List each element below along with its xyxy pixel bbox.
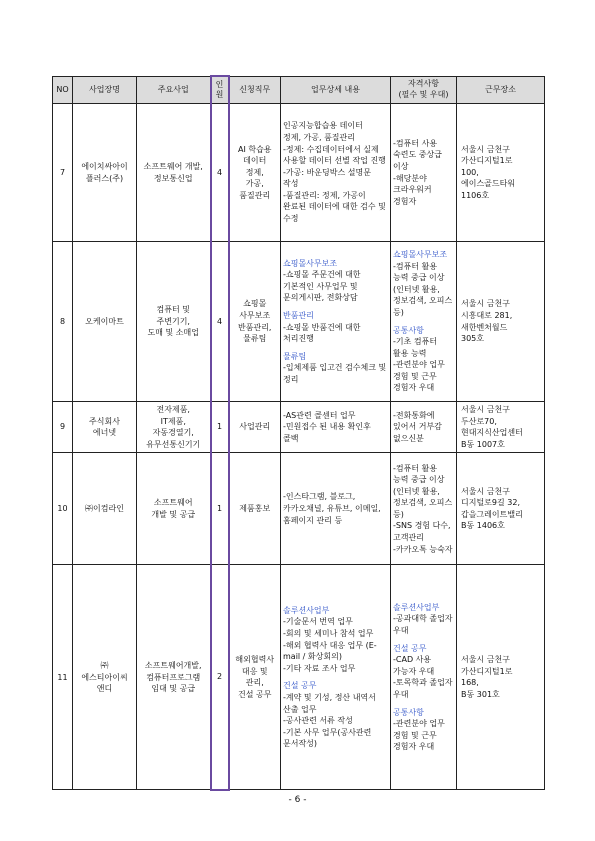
qualification-item: -전화통화에 있어서 거부감 없으신분 <box>393 410 442 443</box>
duty-section-title: 솔루션사업부 <box>283 605 330 615</box>
qualification-section-title: 솔루션사업부 <box>393 602 440 612</box>
row-company: 에이치싸아이 플러스(주) <box>73 104 137 242</box>
table-row <box>53 402 545 453</box>
table-row <box>53 565 545 790</box>
qualification-section-item: -컴퓨터 활용 능력 중급 이상 (인터넷 활용, 정보검색, 오피스 등) <box>393 261 453 317</box>
qualification-item: -해당분야 크라우워커 경험자 <box>393 173 432 206</box>
qualification-section-item: -토목학과 졸업자 우대 <box>393 678 453 699</box>
duty-item: -품질관리: 정제, 가공이 완료된 데이터에 대한 검수 및 수정 <box>283 190 386 224</box>
row-location: 서울시 금천구 시흥대로 281, 새한벤처월드 305호 <box>457 242 545 402</box>
row-duties <box>281 242 391 402</box>
duty-item: -인스타그램, 블로그, 카카오채널, 유튜브, 이메일, 홈페이지 관리 등 <box>283 492 381 525</box>
header-no: NO <box>53 76 73 104</box>
duty-section-title: 반품관리 <box>283 310 314 320</box>
qualification-section-item: -관련분야 업무 경험 및 근무 경험자 우대 <box>393 719 445 752</box>
header-count <box>211 76 229 104</box>
duty-item: -가공: 바운딩박스 설명문 작성 <box>283 167 371 189</box>
page-number: - 6 - <box>288 795 307 805</box>
duty-item: 인공지능합습용 데이터 <box>283 121 363 131</box>
row-no: 7 <box>53 104 73 242</box>
row-business: 컴퓨터 및 주변기기, 도매 및 소매업 <box>137 242 211 402</box>
row-business: 소프트웨어 개발, 정보통신업 <box>137 104 211 242</box>
duty-section-item: -기본 사무 업무(공사관련 문서작성) <box>283 727 372 749</box>
duty-section-title: 쇼핑몰사무보조 <box>283 258 338 268</box>
header-business: 주요사업 <box>137 76 211 104</box>
qualification-section-title: 쇼핑몰사무보조 <box>393 249 448 259</box>
row-location: 서울시 금천구 디지털로9길 32, 갑을그레이트밸리 B동 1406호 <box>457 453 545 565</box>
row-no: 9 <box>53 402 73 453</box>
qualification-section-title: 공통사항 <box>393 707 424 717</box>
header-count-label: 인원 <box>215 79 224 99</box>
duty-section-item: -기술문서 번역 업무 <box>283 617 353 627</box>
qualification-section-item: -기초 컴퓨터 활용 능력 <box>393 337 438 358</box>
header-location: 근무장소 <box>457 76 545 104</box>
duty-section-item: -쇼핑몰 반품건에 대한 처리진행 <box>283 322 361 344</box>
row-no: 8 <box>53 242 73 402</box>
row-job: AI 학습용 데이터 정제, 가공, 품질관리 <box>229 104 281 242</box>
duty-section-item: -쇼핑몰 주문건에 대한 기본적인 사무업무 및 문의게시판, 전화상담 <box>283 270 361 303</box>
row-company: ㈜ 에스티아이씨 앤디 <box>73 565 137 790</box>
row-duties <box>281 402 391 453</box>
row-qualifications <box>391 453 457 565</box>
row-job: 제품홍보 <box>229 453 281 565</box>
qualification-section-item: -관련분야 업무 경험 및 근무 경험자 우대 <box>393 360 445 393</box>
qualification-section-item: -CAD 사용 가능자 우대 <box>393 655 435 676</box>
row-company: 오케이마트 <box>73 242 137 402</box>
row-business: 소프트웨어개발, 컴퓨터프로그램 임대 및 공급 <box>137 565 211 790</box>
row-duties <box>281 565 391 790</box>
row-no: 10 <box>53 453 73 565</box>
duty-item: -AS관련 콜센터 업무 <box>283 410 356 420</box>
duty-item: -민원접수 된 내용 확인후 콜백 <box>283 422 371 443</box>
duty-section-title: 물류팀 <box>283 351 307 361</box>
table-row <box>53 453 545 565</box>
row-location: 서울시 금천구 두산로70, 현대지식산업센터 B동 1007호 <box>457 402 545 453</box>
qualification-item: -SNS 경험 다수, 고객관리 <box>393 521 451 543</box>
duty-section-item: -입체제품 입고건 검수체크 및 정리 <box>283 363 387 384</box>
row-location: 서울시 금천구 가산디지털1로 168, B동 301호 <box>457 565 545 790</box>
qualification-section-item: -공과대학 졸업자 우대 <box>393 614 453 635</box>
row-count: 4 <box>211 242 229 402</box>
qualification-section-title: 공통사항 <box>393 325 424 335</box>
duty-item: -정제: 수집데이터에서 실제 사용할 데이터 선별 작업 진행 <box>283 144 386 166</box>
row-count: 1 <box>211 402 229 453</box>
row-company: ㈜이컴라인 <box>73 453 137 565</box>
row-qualifications <box>391 242 457 402</box>
row-business: 소프트웨어 개발 및 공급 <box>137 453 211 565</box>
header-duties: 업무상세 내용 <box>281 76 391 104</box>
row-job: 사업관리 <box>229 402 281 453</box>
row-duties <box>281 104 391 242</box>
row-no: 11 <box>53 565 73 790</box>
duty-section-item: -회의 및 세미나 참석 업무 <box>283 629 374 638</box>
duty-section-item: -기타 자료 조사 업무 <box>283 663 356 673</box>
qualification-item: -카카오톡 능숙자 <box>393 544 453 554</box>
qualification-item: -컴퓨터 활용 능력 중급 이상 (인터넷 활용, 정보검색, 오피스 등) <box>393 463 453 519</box>
qualification-section-title: 건설 공무 <box>393 643 427 653</box>
row-job: 해외협력사 대응 및 관리, 건설 공무 <box>229 565 281 790</box>
table-row <box>53 104 545 242</box>
duty-item: 정제, 가공, 품질관리 <box>283 132 355 142</box>
row-qualifications <box>391 565 457 790</box>
row-location: 서울시 금천구 가산디지털1로 100, 에이스골드타워 1106호 <box>457 104 545 242</box>
duty-section-title: 건설 공무 <box>283 681 317 691</box>
row-duties <box>281 453 391 565</box>
job-listings-table <box>52 75 545 791</box>
duty-section-item: -해외 협력사 대응 업무 (E-mail / 화상회의) <box>283 640 377 662</box>
row-count: 4 <box>211 104 229 242</box>
row-qualifications <box>391 402 457 453</box>
row-count: 2 <box>211 565 229 790</box>
header-job: 신청직무 <box>229 76 281 104</box>
row-count: 1 <box>211 453 229 565</box>
row-company: 주식회사 에너넷 <box>73 402 137 453</box>
row-qualifications <box>391 104 457 242</box>
table-header-row <box>53 76 545 104</box>
duty-section-item: -계약 및 기성, 정산 내역서 산출 업무 <box>283 692 376 714</box>
table-row <box>53 242 545 402</box>
duty-section-item: -공사관련 서류 작성 <box>283 716 353 726</box>
row-job: 쇼핑몰 사무보조 반품관리, 물류팀 <box>229 242 281 402</box>
row-business: 전자제품, IT제품, 자동경열기, 유무선통신기기 <box>137 402 211 453</box>
header-company: 사업장명 <box>73 76 137 104</box>
qualification-item: -컴퓨터 사용 숙련도 중상급 이상 <box>393 138 442 171</box>
header-qualifications: 자격사항 (필수 및 우대) <box>391 76 457 104</box>
